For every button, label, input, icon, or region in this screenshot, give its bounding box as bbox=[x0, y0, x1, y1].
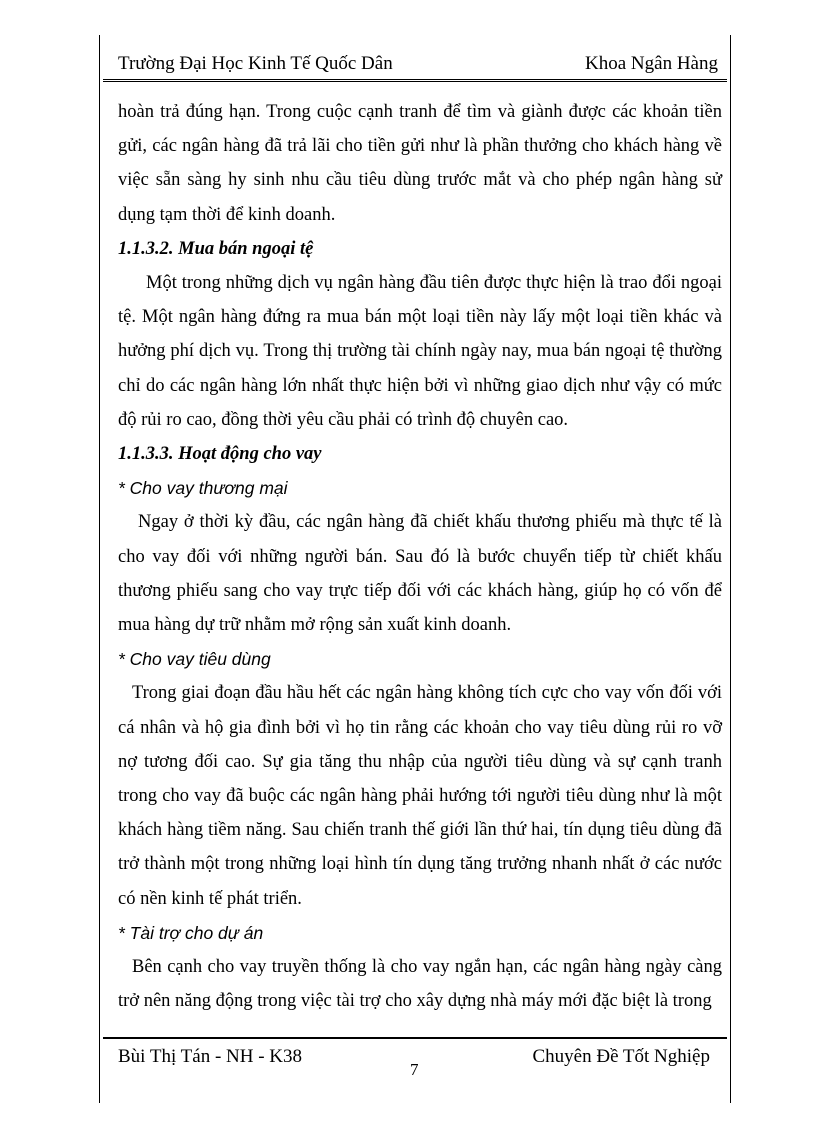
header-faculty: Khoa Ngân Hàng bbox=[585, 53, 718, 74]
paragraph-deposits: hoàn trả đúng hạn. Trong cuộc cạnh tranh để tìm và giành được các khoản tiền gửi, các ngân hàng đã trả lãi cho tiền gửi như là phần thưởng cho khách hàng về việc sẵn sàng hy sinh nhu cầu tiêu dùng trước mắt và cho phép ngân hàng sử dụng tạm thời để kinh doanh. bbox=[118, 102, 722, 225]
header-university: Trường Đại Học Kinh Tế Quốc Dân bbox=[118, 53, 393, 74]
paragraph-commercial-loans: Ngay ở thời kỳ đầu, các ngân hàng đã chiết khấu thương phiếu mà thực tế là cho vay đối với những người bán. Sau đó là bước chuyển tiếp từ chiết khấu thương phiếu sang cho vay trực tiếp đối với các khách hàng, giúp họ có vốn để mua hàng dự trữ nhằm mở rộng sản xuất kinh doanh. bbox=[118, 512, 722, 636]
footer-thesis-type: Chuyên Đề Tốt Nghiệp bbox=[532, 1046, 710, 1067]
paragraph-consumer-loans: Trong giai đoạn đầu hầu hết các ngân hàng không tích cực cho vay vốn đối với cá nhân và hộ gia đình bởi vì họ tin rằng các khoản cho vay tiêu dùng rủi ro vỡ nợ tương đối cao. Sự gia tăng thu nhập của người tiêu dùng và sự cạnh tranh trong cho vay đã buộc các ngân hàng phải hướng tới người tiêu dùng như là một khách hàng tiềm năng. Sau chiến tranh thế giới lần thứ hai, tín dụng tiêu dùng đã trở thành một trong những loại hình tín dụng tăng trưởng nhanh nhất ở các nước có nền kinh tế phát triển. bbox=[118, 683, 722, 909]
paragraph-project-finance: Bên cạnh cho vay truyền thống là cho vay ngắn hạn, các ngân hàng ngày càng trở nên năng động trong việc tài trợ cho xây dựng nhà máy mới đặc biệt là trong bbox=[118, 957, 722, 1012]
page-number: 7 bbox=[410, 1060, 419, 1079]
page-header bbox=[118, 51, 718, 79]
subheading-project-finance: * Tài trợ cho dự án bbox=[118, 922, 264, 943]
header-rule bbox=[103, 79, 727, 85]
section-heading-lending: 1.1.3.3. Hoạt động cho vay bbox=[118, 444, 322, 465]
subheading-consumer-loans: * Cho vay tiêu dùng bbox=[118, 649, 271, 670]
document-body bbox=[118, 95, 722, 1018]
section-heading-foreign-exchange: 1.1.3.2. Mua bán ngoại tệ bbox=[118, 238, 314, 259]
paragraph-foreign-exchange: Một trong những dịch vụ ngân hàng đầu tiên được thực hiện là trao đổi ngoại tệ. Một ngân hàng đứng ra mua bán một loại tiền này lấy một loại tiền khác và hưởng phí dịch vụ. Trong thị trường tài chính ngày nay, mua bán ngoại tệ thường chỉ do các ngân hàng lớn nhất thực hiện bởi vì những giao dịch như vậy có mức độ rủi ro cao, đồng thời yêu cầu phải có trình độ chuyên cao. bbox=[118, 273, 722, 430]
subheading-commercial-loans: * Cho vay thương mại bbox=[118, 478, 288, 499]
footer-author: Bùi Thị Tán - NH - K38 bbox=[118, 1046, 303, 1067]
footer-rule bbox=[103, 1037, 727, 1039]
